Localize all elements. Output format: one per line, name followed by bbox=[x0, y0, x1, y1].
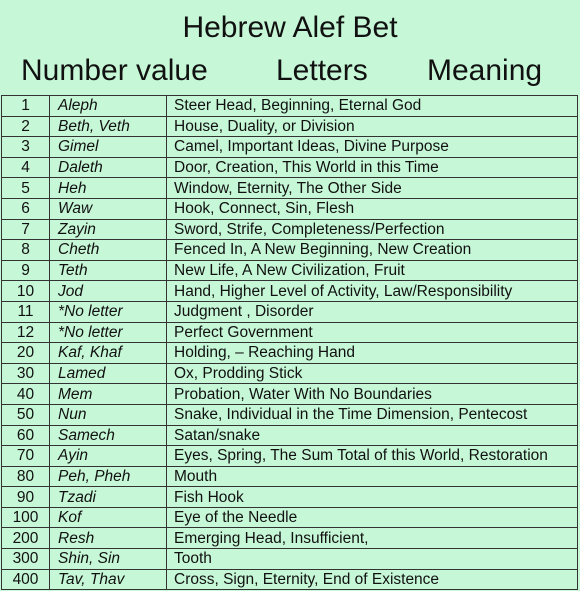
number-cell: 1 bbox=[2, 96, 50, 117]
number-cell: 100 bbox=[2, 507, 50, 528]
table-row bbox=[2, 157, 578, 178]
meaning-cell: Eye of the Needle bbox=[167, 507, 578, 528]
number-cell: 50 bbox=[2, 404, 50, 425]
meaning-cell: Probation, Water With No Boundaries bbox=[167, 384, 578, 405]
meaning-cell: Snake, Individual in the Time Dimension, Pentecost bbox=[167, 404, 578, 425]
table-row bbox=[2, 404, 578, 425]
letter-cell: Tav, Thav bbox=[50, 569, 167, 590]
table-row bbox=[2, 487, 578, 508]
table-row bbox=[2, 466, 578, 487]
table-row bbox=[2, 569, 578, 590]
letter-cell: Peh, Pheh bbox=[50, 466, 167, 487]
number-cell: 11 bbox=[2, 301, 50, 322]
table-row bbox=[2, 301, 578, 322]
meaning-cell: Sword, Strife, Completeness/Perfection bbox=[167, 219, 578, 240]
meaning-cell: New Life, A New Civilization, Fruit bbox=[167, 260, 578, 281]
letter-cell: Lamed bbox=[50, 363, 167, 384]
meaning-cell: Ox, Prodding Stick bbox=[167, 363, 578, 384]
letter-cell: Beth, Veth bbox=[50, 116, 167, 137]
letter-cell: Teth bbox=[50, 260, 167, 281]
meaning-cell: Satan/snake bbox=[167, 425, 578, 446]
table-row bbox=[2, 343, 578, 364]
table-body bbox=[2, 96, 578, 590]
number-cell: 40 bbox=[2, 384, 50, 405]
table-row bbox=[2, 549, 578, 570]
table-row bbox=[2, 322, 578, 343]
letter-cell: Cheth bbox=[50, 240, 167, 261]
number-cell: 8 bbox=[2, 240, 50, 261]
table-row bbox=[2, 384, 578, 405]
number-cell: 7 bbox=[2, 219, 50, 240]
meaning-cell: Mouth bbox=[167, 466, 578, 487]
table-row bbox=[2, 528, 578, 549]
header-letters: Letters bbox=[276, 54, 368, 87]
table-row bbox=[2, 178, 578, 199]
number-cell: 60 bbox=[2, 425, 50, 446]
meaning-cell: Hand, Higher Level of Activity, Law/Responsibility bbox=[167, 281, 578, 302]
number-cell: 5 bbox=[2, 178, 50, 199]
number-cell: 70 bbox=[2, 446, 50, 467]
meaning-cell: Tooth bbox=[167, 549, 578, 570]
number-cell: 2 bbox=[2, 116, 50, 137]
letter-cell: Waw bbox=[50, 198, 167, 219]
meaning-cell: Hook, Connect, Sin, Flesh bbox=[167, 198, 578, 219]
meaning-cell: Judgment , Disorder bbox=[167, 301, 578, 322]
letter-cell: Daleth bbox=[50, 157, 167, 178]
number-cell: 9 bbox=[2, 260, 50, 281]
letter-cell: Ayin bbox=[50, 446, 167, 467]
number-cell: 400 bbox=[2, 569, 50, 590]
number-cell: 20 bbox=[2, 343, 50, 364]
number-cell: 200 bbox=[2, 528, 50, 549]
meaning-cell: Door, Creation, This World in this Time bbox=[167, 157, 578, 178]
number-cell: 6 bbox=[2, 198, 50, 219]
meaning-cell: Cross, Sign, Eternity, End of Existence bbox=[167, 569, 578, 590]
letter-cell: Nun bbox=[50, 404, 167, 425]
letter-cell: Zayin bbox=[50, 219, 167, 240]
meaning-cell: Camel, Important Ideas, Divine Purpose bbox=[167, 137, 578, 158]
number-cell: 4 bbox=[2, 157, 50, 178]
letter-cell: Heh bbox=[50, 178, 167, 199]
letter-cell: Kaf, Khaf bbox=[50, 343, 167, 364]
meaning-cell: Fenced In, A New Beginning, New Creation bbox=[167, 240, 578, 261]
letter-cell: Tzadi bbox=[50, 487, 167, 508]
letter-cell: *No letter bbox=[50, 301, 167, 322]
letter-cell: Mem bbox=[50, 384, 167, 405]
meaning-cell: Fish Hook bbox=[167, 487, 578, 508]
letter-cell: Samech bbox=[50, 425, 167, 446]
meaning-cell: Eyes, Spring, The Sum Total of this World, Restoration bbox=[167, 446, 578, 467]
number-cell: 3 bbox=[2, 137, 50, 158]
meaning-cell: Perfect Government bbox=[167, 322, 578, 343]
table-row bbox=[2, 260, 578, 281]
table-row bbox=[2, 446, 578, 467]
alef-bet-table bbox=[1, 95, 578, 590]
number-cell: 300 bbox=[2, 549, 50, 570]
header-meaning: Meaning bbox=[427, 54, 543, 87]
number-cell: 80 bbox=[2, 466, 50, 487]
table-row bbox=[2, 116, 578, 137]
table-row bbox=[2, 137, 578, 158]
meaning-cell: House, Duality, or Division bbox=[167, 116, 578, 137]
table-row bbox=[2, 96, 578, 117]
header-number-value: Number value bbox=[21, 54, 208, 87]
table-row bbox=[2, 507, 578, 528]
meaning-cell: Holding, – Reaching Hand bbox=[167, 343, 578, 364]
number-cell: 30 bbox=[2, 363, 50, 384]
page-title: Hebrew Alef Bet bbox=[182, 11, 398, 44]
number-cell: 90 bbox=[2, 487, 50, 508]
letter-cell: Aleph bbox=[50, 96, 167, 117]
letter-cell: Resh bbox=[50, 528, 167, 549]
meaning-cell: Emerging Head, Insufficient, bbox=[167, 528, 578, 549]
table-row bbox=[2, 281, 578, 302]
letter-cell: Gimel bbox=[50, 137, 167, 158]
letter-cell: *No letter bbox=[50, 322, 167, 343]
table-row bbox=[2, 219, 578, 240]
column-headers bbox=[0, 50, 580, 92]
meaning-cell: Window, Eternity, The Other Side bbox=[167, 178, 578, 199]
meaning-cell: Steer Head, Beginning, Eternal God bbox=[167, 96, 578, 117]
letter-cell: Shin, Sin bbox=[50, 549, 167, 570]
table-row bbox=[2, 198, 578, 219]
table-row bbox=[2, 425, 578, 446]
table-row bbox=[2, 363, 578, 384]
number-cell: 12 bbox=[2, 322, 50, 343]
table-row bbox=[2, 240, 578, 261]
letter-cell: Jod bbox=[50, 281, 167, 302]
letter-cell: Kof bbox=[50, 507, 167, 528]
number-cell: 10 bbox=[2, 281, 50, 302]
